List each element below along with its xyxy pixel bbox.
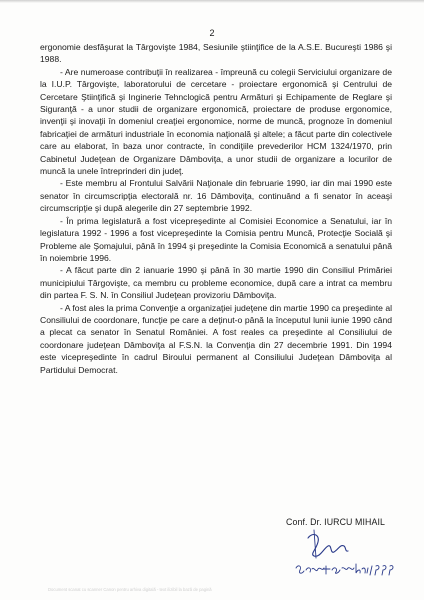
scan-watermark: Document scanat cu scanner Canon pentru arhiva digitală - text ilizibil la bază de pagină (48, 587, 212, 592)
handwritten-signature (290, 528, 400, 584)
author-name: Conf. Dr. IURCU MIHAIL (286, 517, 385, 527)
paragraph-0: ergonomie desfăşurat la Târgovişte 1984, Sesiunile ştiinţifice de la A.S.E. Bucureşti 1986 şi 1988. (40, 42, 392, 65)
paragraph-3: - În prima legislatură a fost vicepreşedinte al Comisiei Economice a Senatului, iar în legislatura 1992 - 1996 a fost vicepreşedinte la Comisia pentru Muncă, Protecţie Socială şi Probleme ale Şomajului, până în 1994 şi preşedinte la Comisia Economică a senatului până în noiembrie 1996. (40, 215, 392, 263)
paragraph-4: - A făcut parte din 2 ianuarie 1990 şi până în 30 martie 1990 din Consiliul Primăriei municipiului Târgovişte, ca membru cu probleme economice, după care a intrat ca membru din partea F. S. N. în Consiliul Judeţean provizoriu Dâmboviţa. (40, 265, 392, 301)
paragraph-1: - Are numeroase contribuţii în realizarea - împreună cu colegii Serviciului organizare de la I.U.P. Târgovişte, laboratorului de cercetare - proiectare ergonomică şi Centrului de Cercetare Ştiinţifică şi Inginerie Tehnclogică pentru Armături şi Echipamente de Reglare şi Siguranţă - a unor studii de organizare ergonomică, proiectare de produse ergonomice, invenţii şi inovaţii în domeniul creaţiei ergonomice, norme de muncă, prognoze în domeniul fabricaţiei de armături industriale în economia naţională şi altele; a făcut parte din colectivele care au elaborat, în baza unor contracte, în condiţiile prevederilor HCM 1324/1970, prin Cabinetul Judeţean de Organizare Dâmboviţa, a unor studii de organizare a locurilor de muncă la unele întreprinderi din judeţ. (40, 66, 392, 177)
scan-edge (0, 0, 424, 3)
document-body (40, 41, 392, 376)
paragraph-5: - A fost ales la prima Convenţie a organizaţiei judeţene din martie 1990 ca preşedinte al Consiliului de coordonare, funcţie pe care a deţinut-o până la începutul lunii iunie 1990 când a plecat ca senator în Senatul Românieі. A fost reales ca preşedinte al Consiliului de coordonare judeţean Dâmboviţa al F.S.N. la Convenţia din 27 decembrie 1991. Din 1994 este vicepreşedinte în cadrul Biroului permanent al Consiliului Judeţean Dâmboviţa al Partidului Democrat. (40, 302, 393, 375)
page-number: 2 (209, 28, 215, 38)
paragraph-2: - Este membru al Frontului Salvării Naţionale din februarie 1990, iar din mai 1990 este senator în circumscripţia electorală nr. 16 Dâmboviţa, continuând a fi senator în aceaşi circumscripţie şi după alegerile din 27 septembrie 1992. (40, 178, 392, 214)
